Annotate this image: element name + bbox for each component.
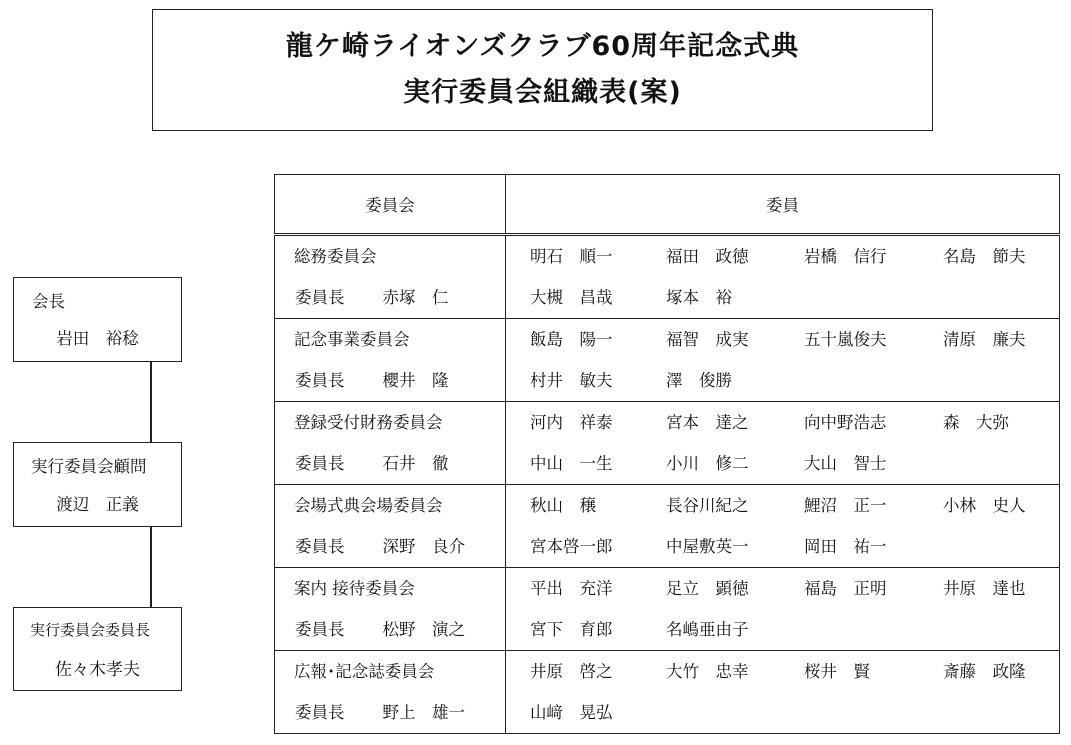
member-line (506, 568, 1059, 609)
member-line (506, 526, 1059, 567)
title-box (152, 9, 933, 131)
member-name: 足立 顕徳 (666, 579, 749, 598)
member-name: 小林 史人 (943, 496, 1026, 515)
members-cell (506, 485, 1060, 568)
connector-line (150, 527, 152, 607)
members-cell (506, 319, 1060, 402)
table-row (275, 485, 1060, 568)
president-role: 会長 (32, 292, 65, 311)
member-line (506, 319, 1059, 360)
committee-name: 登録受付財務委員会 (294, 413, 443, 432)
member-name: 大槻 昌哉 (530, 288, 613, 307)
member-name: 名島 節夫 (943, 247, 1026, 266)
table-row (275, 235, 1060, 319)
members-cell (506, 568, 1060, 651)
committee-cell (275, 485, 506, 568)
committee-cell (275, 568, 506, 651)
table-row (275, 402, 1060, 485)
chair-name: 櫻井 隆 (382, 371, 449, 390)
member-name: 宮下 育郎 (530, 620, 613, 639)
chair-label: 委員長 (295, 620, 345, 639)
chair-name: 石井 徹 (382, 454, 449, 473)
member-line (506, 402, 1059, 443)
member-line (506, 236, 1059, 277)
committee-chair (294, 360, 505, 401)
advisor-box (13, 442, 182, 527)
member-line (506, 443, 1059, 484)
member-name: 澤 俊勝 (666, 371, 732, 390)
member-name: 村井 敏夫 (530, 371, 613, 390)
member-line (506, 692, 1059, 733)
member-line (506, 609, 1059, 650)
committee-name: 広報･記念誌委員会 (294, 662, 435, 681)
committee-name: 案内 接待委員会 (294, 579, 415, 598)
member-name: 福田 政徳 (666, 247, 749, 266)
member-name: 平出 充洋 (530, 579, 613, 598)
table-row (275, 651, 1060, 734)
committee-cell (275, 235, 506, 319)
member-name: 岡田 祐一 (804, 537, 887, 556)
table-row (275, 319, 1060, 402)
member-name: 福島 正明 (804, 579, 887, 598)
member-name: 明石 順一 (530, 247, 613, 266)
member-name: 大山 智士 (804, 454, 887, 473)
committee-table (274, 174, 1060, 734)
member-name: 河内 祥泰 (530, 413, 613, 432)
committee-name: 会場式典会場委員会 (294, 496, 443, 515)
chairman-role: 実行委員会委員長 (30, 621, 151, 639)
advisor-name: 渡辺 正義 (56, 495, 139, 514)
members-cell (506, 235, 1060, 319)
member-name: 小川 修二 (666, 454, 749, 473)
member-name: 名嶋亜由子 (666, 620, 749, 639)
member-name: 森 大弥 (943, 413, 1009, 432)
connector-line (150, 362, 152, 442)
member-name: 大竹 忠幸 (666, 662, 749, 681)
member-name: 岩橋 信行 (804, 247, 887, 266)
header-committee: 委員会 (275, 175, 506, 235)
committee-cell (275, 402, 506, 485)
table-row (275, 568, 1060, 651)
committee-chair (294, 443, 505, 484)
member-name: 鯉沼 正一 (804, 496, 887, 515)
member-name: 福智 成実 (666, 330, 749, 349)
chair-name: 松野 演之 (382, 620, 465, 639)
advisor-role: 実行委員会顧問 (31, 457, 147, 476)
committee-chair (294, 609, 505, 650)
member-line (506, 485, 1059, 526)
committee-cell (275, 319, 506, 402)
member-name: 長谷川紀之 (666, 496, 749, 515)
committee-name: 記念事業委員会 (294, 330, 410, 349)
member-name: 飯島 陽一 (530, 330, 613, 349)
chair-name: 深野 良介 (382, 537, 465, 556)
member-line (506, 651, 1059, 692)
chair-label: 委員長 (295, 371, 345, 390)
chair-name: 赤塚 仁 (382, 288, 449, 307)
member-name: 五十嵐俊夫 (804, 330, 887, 349)
members-cell (506, 651, 1060, 734)
chair-name: 野上 雄一 (382, 703, 465, 722)
member-name: 塚本 裕 (666, 288, 732, 307)
committee-cell (275, 651, 506, 734)
table-header-row (275, 175, 1060, 235)
member-name: 斎藤 政隆 (943, 662, 1026, 681)
document-subtitle: 実行委員会組織表(案) (403, 77, 682, 108)
committee-chair (294, 277, 505, 318)
chair-label: 委員長 (295, 454, 345, 473)
member-line (506, 277, 1059, 318)
member-name: 山﨑 晃弘 (530, 703, 613, 722)
president-box (13, 277, 182, 362)
chair-label: 委員長 (295, 537, 345, 556)
committee-chair (294, 692, 505, 733)
member-name: 宮本 達之 (666, 413, 749, 432)
chairman-name: 佐々木孝夫 (55, 660, 140, 680)
member-name: 中屋敷英一 (666, 537, 749, 556)
chair-label: 委員長 (295, 288, 345, 307)
chair-label: 委員長 (295, 703, 345, 722)
member-line (506, 360, 1059, 401)
member-name: 井原 達也 (943, 579, 1026, 598)
members-cell (506, 402, 1060, 485)
member-name: 向中野浩志 (804, 413, 887, 432)
committee-name: 総務委員会 (294, 247, 377, 266)
document-title: 龍ケ崎ライオンズクラブ60周年記念式典 (285, 31, 800, 62)
president-name: 岩田 裕稔 (56, 329, 139, 348)
member-name: 中山 一生 (530, 454, 613, 473)
chairman-box (13, 607, 182, 691)
member-name: 井原 啓之 (530, 662, 613, 681)
header-members: 委員 (506, 175, 1060, 235)
member-name: 清原 廉夫 (943, 330, 1026, 349)
member-name: 秋山 穣 (530, 496, 596, 515)
member-name: 桜井 賢 (804, 662, 870, 681)
member-name: 宮本啓一郎 (530, 537, 613, 556)
committee-chair (294, 526, 505, 567)
